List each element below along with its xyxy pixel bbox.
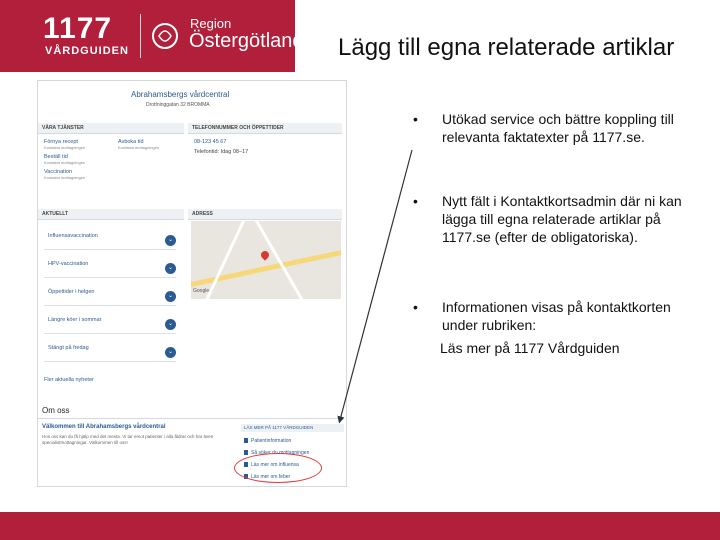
chevron-down-icon[interactable]: ⌄: [165, 235, 176, 246]
adress-header: ADRESS: [188, 209, 342, 220]
document-icon: [244, 438, 248, 443]
more-news-link[interactable]: Fler aktuella nyheter: [44, 377, 94, 383]
services-header: VÅRA TJÄNSTER: [38, 123, 184, 134]
chevron-down-icon[interactable]: ⌄: [165, 347, 176, 358]
aktuellt-header: AKTUELLT: [38, 209, 184, 220]
card-header: [38, 81, 346, 111]
card-address: Drottninggatan 32 BROMMA: [146, 102, 210, 108]
logo-1177: 1177: [43, 12, 113, 45]
service-item[interactable]: Beställ tid Kontakta mottagningen: [44, 154, 86, 165]
logo-vardguiden: VÅRDGUIDEN: [45, 45, 129, 57]
location-map[interactable]: [191, 221, 341, 299]
las-mer-header: LÄS MER PÅ 1177 VÅRDGUIDEN: [241, 424, 344, 432]
service-item[interactable]: Förnya recept Kontakta mottagningen: [44, 139, 86, 150]
chevron-down-icon[interactable]: ⌄: [165, 291, 176, 302]
welcome-heading: Välkommen till Abrahamsbergs vårdcentral: [42, 424, 166, 430]
highlight-ellipse: [234, 453, 322, 483]
welcome-text: Hos oss kan du få hjälp med det mesta. Vi tar emot patienter i alla åldrar och har även specialistmottagningar. Välkommen till oss!: [42, 434, 214, 445]
service-item[interactable]: Vaccination Kontakta mottagningen: [44, 169, 86, 180]
region-emblem-icon: [151, 22, 179, 50]
map-pin-icon: [259, 249, 270, 260]
card-title: Abrahamsbergs vårdcentral: [131, 90, 230, 99]
region-label-big: Östergötland: [189, 30, 304, 52]
header-divider: [140, 14, 141, 58]
google-attribution: Google: [193, 288, 210, 294]
region-label-small: Region: [190, 16, 232, 31]
contact-phone[interactable]: 08-123 45 67: [194, 139, 227, 145]
las-mer-link[interactable]: Så söker du mottagningen: [244, 450, 309, 456]
brand-header: [0, 0, 304, 72]
contact-card-screenshot: [37, 80, 347, 487]
las-mer-link[interactable]: Läs mer om feber: [244, 474, 290, 480]
om-oss-header[interactable]: Om oss: [38, 404, 342, 419]
aktuellt-item[interactable]: Öppettider i helgen ⌄: [44, 283, 176, 306]
service-item[interactable]: Avboka tid Kontakta mottagningen: [118, 139, 160, 150]
las-mer-link[interactable]: Läs mer om influensa: [244, 462, 299, 468]
chevron-down-icon[interactable]: ⌄: [165, 263, 176, 274]
aktuellt-item[interactable]: Influensavaccination ⌄: [44, 227, 176, 250]
contact-header: TELEFONNUMMER OCH ÖPPETTIDER: [188, 123, 342, 134]
contact-hours: Telefontid: Idag 08–17: [194, 149, 249, 155]
aktuellt-item[interactable]: Längre köer i sommar ⌄: [44, 311, 176, 334]
aktuellt-item[interactable]: HPV-vaccination ⌄: [44, 255, 176, 278]
las-mer-link[interactable]: Patientinformation: [244, 438, 291, 444]
slide-title: Lägg till egna relaterade artiklar: [338, 34, 675, 61]
document-icon: [244, 450, 248, 455]
bullet-subtext: Läs mer på 1177 Vårdguiden: [440, 340, 620, 356]
aktuellt-item[interactable]: Stängt på fredag ⌄: [44, 339, 176, 362]
chevron-down-icon[interactable]: ⌄: [165, 319, 176, 330]
footer-bar: [0, 512, 720, 540]
